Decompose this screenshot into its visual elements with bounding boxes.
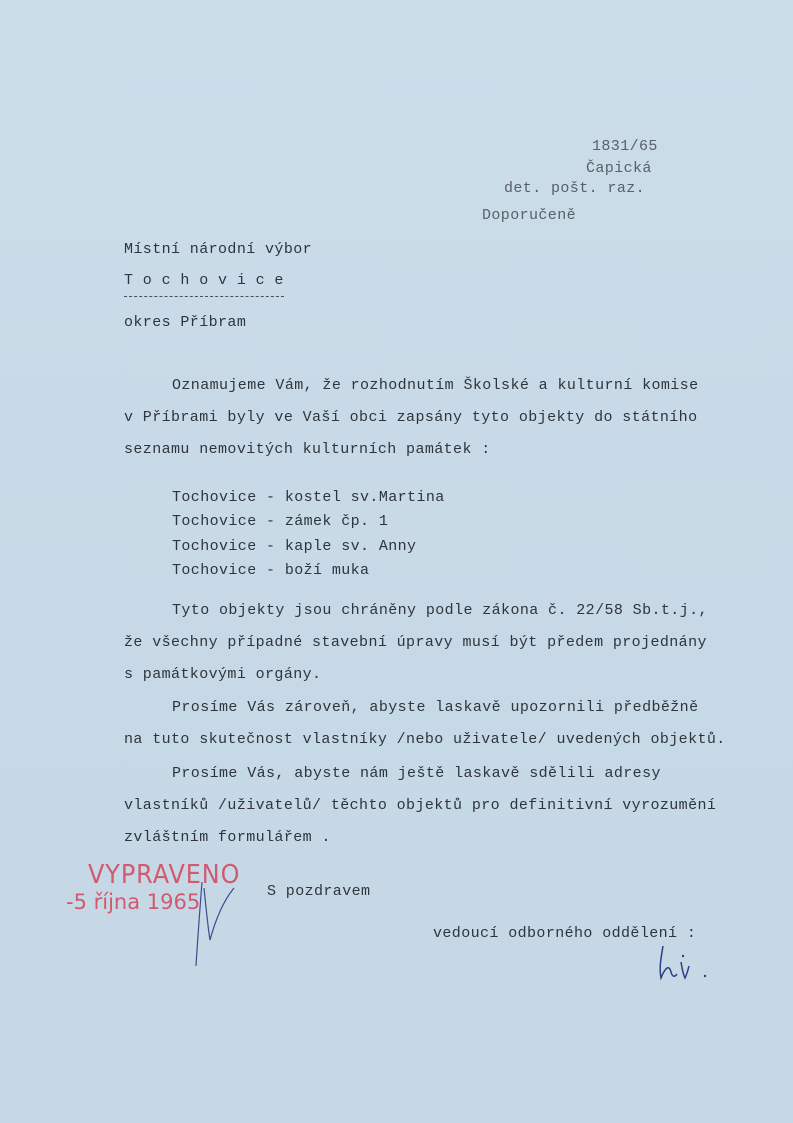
object-item: Tochovice - zámek čp. 1: [172, 513, 389, 530]
signatory-title: vedoucí odborného oddělení :: [433, 925, 697, 942]
object-item: Tochovice - kaple sv. Anny: [172, 538, 417, 555]
reference-name: Čapická: [586, 160, 652, 177]
town-underline: [124, 296, 284, 297]
para3-line1: Prosíme Vás zároveň, abyste laskavě upozornili předběžně: [172, 699, 699, 716]
stamp-date: -5 října 1965: [66, 890, 201, 914]
para4-line3: zvláštním formulářem .: [124, 829, 331, 846]
addressee-office: Místní národní výbor: [124, 241, 313, 258]
para4-line2: vlastníků /uživatelů/ těchto objektů pro definitivní vyrozumění: [124, 797, 717, 814]
object-item: Tochovice - boží muka: [172, 562, 370, 579]
para2-line3: s památkovými orgány.: [124, 666, 322, 683]
object-item: Tochovice - kostel sv.Martina: [172, 489, 445, 506]
addressee-district: okres Příbram: [124, 314, 247, 331]
delivery-note: det. pošt. raz.: [504, 180, 646, 197]
para2-line1: Tyto objekty jsou chráněny podle zákona č. 22/58 Sb.t.j.,: [172, 602, 708, 619]
para1-line1: Oznamujeme Vám, že rozhodnutím Školské a kulturní komise: [172, 377, 699, 394]
stamp-word: VYPRAVENO: [88, 860, 241, 890]
para1-line2: v Příbrami byly ve Vaší obci zapsány tyto objekty do státního: [124, 409, 698, 426]
para4-line1: Prosíme Vás, abyste nám ještě laskavě sdělili adresy: [172, 765, 661, 782]
stamp-initial-mark: [188, 878, 248, 968]
registered-note: Doporučeně: [482, 207, 577, 224]
para3-line2: na tuto skutečnost vlastníky /nebo uživatele/ uvedených objektů.: [124, 731, 726, 748]
signature: [655, 938, 715, 988]
addressee-town: T o c h o v i c e: [124, 272, 284, 289]
para1-line3: seznamu nemovitých kulturních památek :: [124, 441, 491, 458]
reference-number: 1831/65: [592, 138, 658, 155]
para2-line2: že všechny případné stavební úpravy musí být předem projednány: [124, 634, 707, 651]
closing-greeting: S pozdravem: [267, 883, 371, 900]
